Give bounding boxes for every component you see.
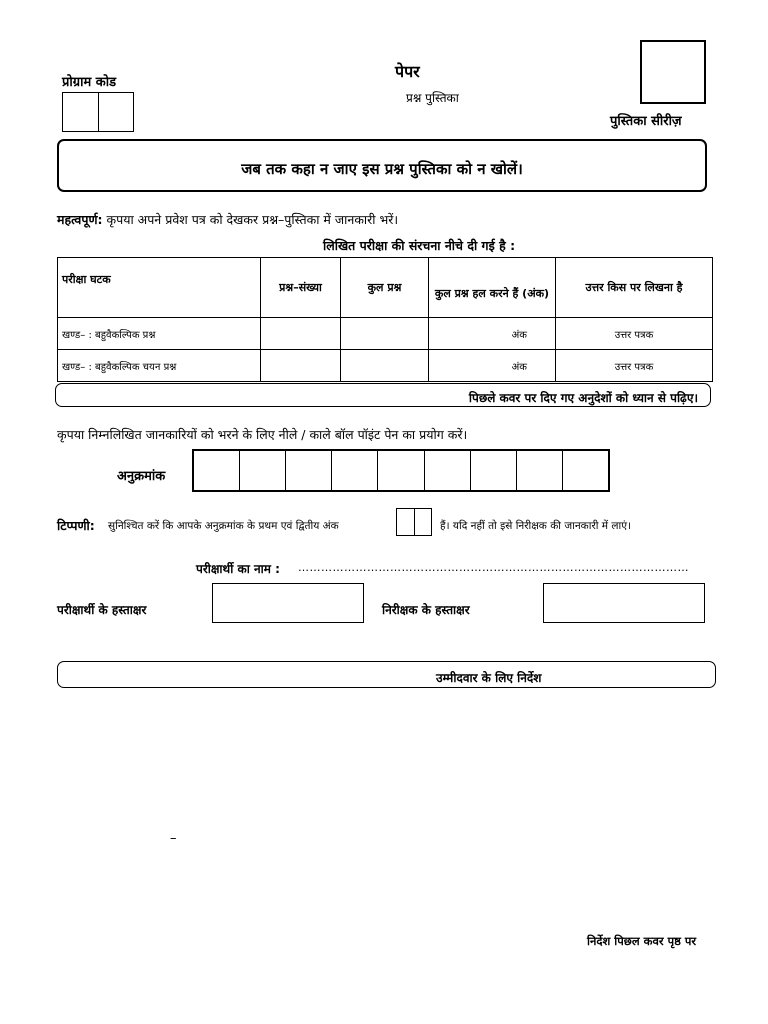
table-row xyxy=(58,318,713,350)
note-label: टिप्पणी: xyxy=(57,518,95,533)
header-answer-on: उत्तर किस पर लिखना है xyxy=(556,258,713,318)
important-text: कृपया अपने प्रवेश पत्र को देखकर प्रश्न–पुस्तिका में जानकारी भरें। xyxy=(106,212,399,227)
exam-structure-table xyxy=(57,257,713,382)
row-total xyxy=(341,350,429,382)
instructions-heading: उम्मीदवार के लिए निर्देश xyxy=(436,671,542,685)
structure-caption: लिखित परीक्षा की संरचना नीचे दी गई है : xyxy=(323,238,516,253)
second-digit-box[interactable] xyxy=(415,509,432,535)
row-total xyxy=(341,318,429,350)
paper-title: पेपर xyxy=(395,62,420,81)
program-code-digit-2[interactable] xyxy=(99,93,134,131)
roll-number-digit-8[interactable] xyxy=(517,451,563,490)
footer-note: निर्देश पिछल कवर पृष्ठ पर xyxy=(587,934,697,948)
row-marks: अंक xyxy=(429,318,556,350)
important-label: महत्वपूर्ण: xyxy=(57,212,103,227)
booklet-series-label: पुस्तिका सीरीज़ xyxy=(610,114,682,129)
row-component: खण्ड– : बहुवैकल्पिक चयन प्रश्न xyxy=(58,350,261,382)
row-answer-on: उत्तर पत्रक xyxy=(556,350,713,382)
row-answer-on: उत्तर पत्रक xyxy=(556,318,713,350)
booklet-series-box[interactable] xyxy=(640,40,706,104)
back-cover-note-bar xyxy=(55,383,711,407)
roll-number-digit-3[interactable] xyxy=(286,451,332,490)
roll-number-digit-2[interactable] xyxy=(240,451,286,490)
important-note xyxy=(57,214,398,227)
pen-instruction: कृपया निम्नलिखित जानकारियों को भरने के लिए नीले / काले बॉल पॉइंट पेन का प्रयोग करें। xyxy=(57,427,468,442)
program-code-label: प्रोग्राम कोड xyxy=(62,75,117,90)
header-total-questions: कुल प्रश्न xyxy=(341,258,429,318)
back-cover-note: पिछले कवर पर दिए गए अनुदेशों को ध्यान से पढ़िए। xyxy=(468,391,698,405)
roll-number-digit-5[interactable] xyxy=(378,451,424,490)
program-code-digit-1[interactable] xyxy=(63,93,99,131)
candidate-name-field[interactable]: ………………………………………………………………………………………… xyxy=(298,562,689,573)
roll-number-label: अनुक्रमांक xyxy=(117,469,166,484)
header-question-number: प्रश्न–संख्या xyxy=(261,258,341,318)
roll-number-digit-9[interactable] xyxy=(563,451,608,490)
table-row xyxy=(58,350,713,382)
dash-mark: – xyxy=(170,831,177,846)
row-component: खण्ड– : बहुवैकल्पिक प्रश्न xyxy=(58,318,261,350)
table-header-row xyxy=(58,258,713,318)
roll-number-digit-6[interactable] xyxy=(425,451,471,490)
warning-banner-text: जब तक कहा न जाए इस प्रश्न पुस्तिका को न खोलें। xyxy=(241,160,523,178)
candidate-signature-label: परीक्षार्थी के हस्ताक्षर xyxy=(57,603,147,617)
note-text-before: सुनिश्चित करें कि आपके अनुक्रमांक के प्रथम एवं द्वितीय अंक xyxy=(108,520,339,532)
row-question-number xyxy=(261,350,341,382)
header-exam-component: परीक्षा घटक xyxy=(58,258,261,318)
roll-number-digit-1[interactable] xyxy=(194,451,240,490)
candidate-signature-box[interactable] xyxy=(212,583,364,623)
booklet-label: प्रश्न पुस्तिका xyxy=(406,91,459,105)
roll-number-boxes[interactable] xyxy=(192,449,610,492)
instructions-heading-bar xyxy=(57,661,716,688)
header-questions-to-attempt: कुल प्रश्न हल करने हैं (अंक) xyxy=(429,258,556,318)
roll-number-digit-4[interactable] xyxy=(332,451,378,490)
row-marks: अंक xyxy=(429,350,556,382)
first-two-digits-box[interactable] xyxy=(396,508,432,536)
invigilator-signature-label: निरीक्षक के हस्ताक्षर xyxy=(382,603,470,617)
first-digit-box[interactable] xyxy=(397,509,415,535)
note-text-after: हैं। यदि नहीं तो इसे निरीक्षक की जानकारी में लाएं। xyxy=(440,520,632,532)
warning-banner xyxy=(57,139,707,192)
row-question-number xyxy=(261,318,341,350)
program-code-boxes[interactable] xyxy=(62,92,134,132)
invigilator-signature-box[interactable] xyxy=(543,583,705,623)
candidate-name-label: परीक्षार्थी का नाम : xyxy=(196,562,280,576)
roll-number-digit-7[interactable] xyxy=(471,451,517,490)
